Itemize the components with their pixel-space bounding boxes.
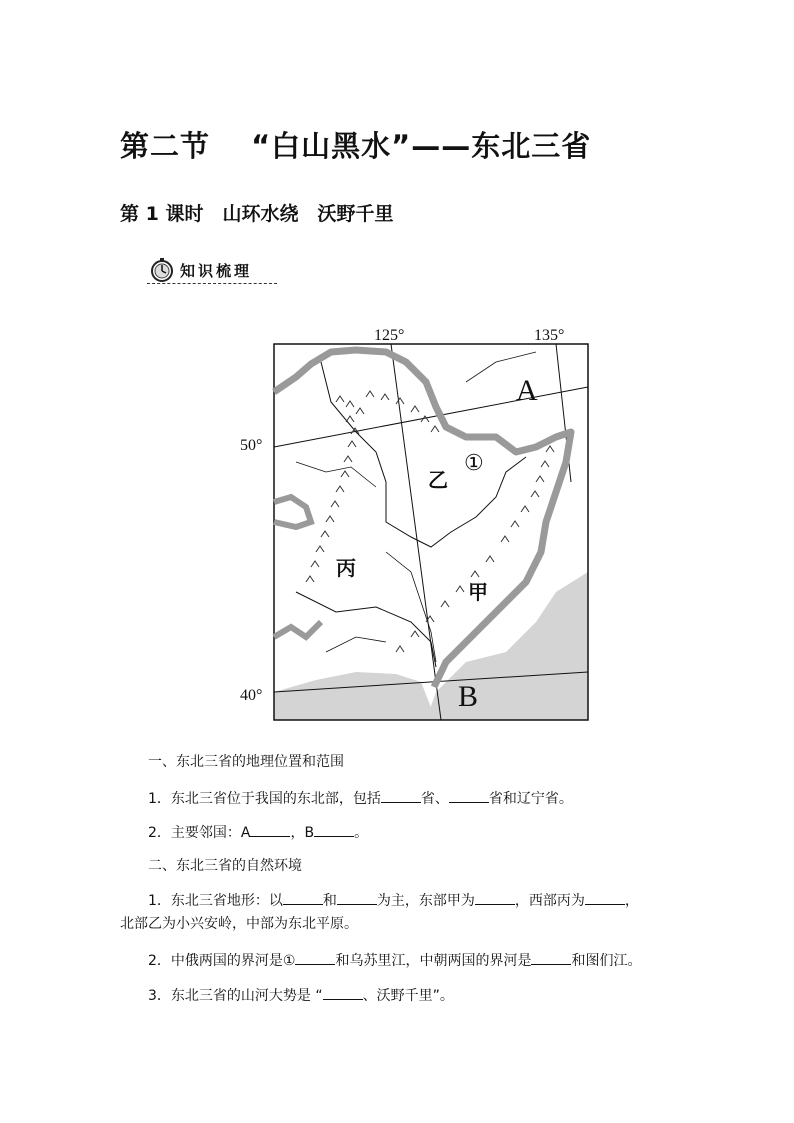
country-label-a: A — [516, 374, 538, 407]
text-segment: 和图们江。 — [571, 953, 642, 969]
stopwatch-icon — [149, 257, 175, 283]
answer-blank[interactable] — [283, 890, 323, 905]
text-segment: ， — [624, 893, 639, 909]
text-segment: 1．东北三省位于我国的东北部，包括 — [148, 791, 381, 807]
text-segment: 省、 — [420, 791, 449, 807]
mountain-marks — [306, 391, 554, 652]
answer-blank[interactable] — [381, 788, 421, 803]
text-segment: 、沃野千里”。 — [362, 988, 454, 1004]
sea-east — [426, 572, 588, 720]
country-label-b: B — [458, 680, 479, 713]
answer-blank[interactable] — [475, 890, 515, 905]
question-2-2 — [148, 950, 641, 971]
answer-blank[interactable] — [314, 822, 354, 837]
text-segment: 为主，东部甲为 — [376, 893, 475, 909]
page-title: 第二节 “白山黑水”——东北三省 — [120, 129, 592, 163]
lat-label-50: 50° — [240, 437, 263, 454]
question-2-3 — [148, 985, 454, 1006]
text-segment: 省和辽宁省。 — [488, 791, 573, 807]
answer-blank[interactable] — [337, 890, 377, 905]
answer-blank[interactable] — [250, 822, 290, 837]
sea-south — [274, 672, 436, 720]
river-marker-1: ① — [464, 450, 484, 475]
lon-label-125: 125° — [374, 327, 405, 344]
answer-blank[interactable] — [449, 788, 489, 803]
region-label-jia: 甲 — [468, 580, 488, 604]
heading-location: 一、东北三省的地理位置和范围 — [148, 754, 344, 770]
text-segment: 。 — [354, 825, 369, 841]
badge-underline — [147, 283, 277, 284]
answer-blank[interactable] — [295, 950, 335, 965]
text-segment: ，B — [290, 825, 315, 841]
lesson-subtitle: 第 1 课时 山环水绕 沃野千里 — [120, 203, 394, 225]
question-2-1 — [148, 890, 639, 911]
west-border-bump — [274, 497, 311, 527]
river-2 — [296, 462, 376, 487]
lon-label-135: 135° — [534, 327, 565, 344]
text-segment: 2．主要邻国：A — [148, 825, 251, 841]
answer-blank[interactable] — [585, 890, 625, 905]
river-1 — [386, 552, 436, 662]
region-label-bing: 丙 — [336, 556, 356, 580]
text-segment: 2．中俄两国的界河是① — [148, 953, 296, 969]
northeast-map — [236, 322, 596, 727]
text-segment: 和 — [322, 893, 337, 909]
text-segment: 1．东北三省地形：以 — [148, 893, 283, 909]
text-segment: 和乌苏里江，中朝两国的界河是 — [335, 953, 532, 969]
southwest-border — [274, 622, 321, 637]
question-1-1 — [148, 788, 573, 809]
river-4 — [326, 637, 386, 652]
section-badge — [147, 255, 277, 285]
text-segment: ，西部丙为 — [514, 893, 585, 909]
province-boundary — [321, 362, 526, 547]
lat-label-40: 40° — [240, 687, 263, 704]
question-1-2 — [148, 822, 368, 843]
heading-environment: 二、东北三省的自然环境 — [148, 858, 302, 874]
text-segment: 3．东北三省的山河大势是 “ — [148, 988, 323, 1004]
section-badge-label: 知识梳理 — [180, 262, 253, 280]
region-label-yi: 乙 — [428, 468, 448, 492]
answer-blank[interactable] — [531, 950, 571, 965]
question-2-1-cont: 北部乙为小兴安岭，中部为东北平原。 — [120, 916, 358, 932]
answer-blank[interactable] — [323, 985, 363, 1000]
